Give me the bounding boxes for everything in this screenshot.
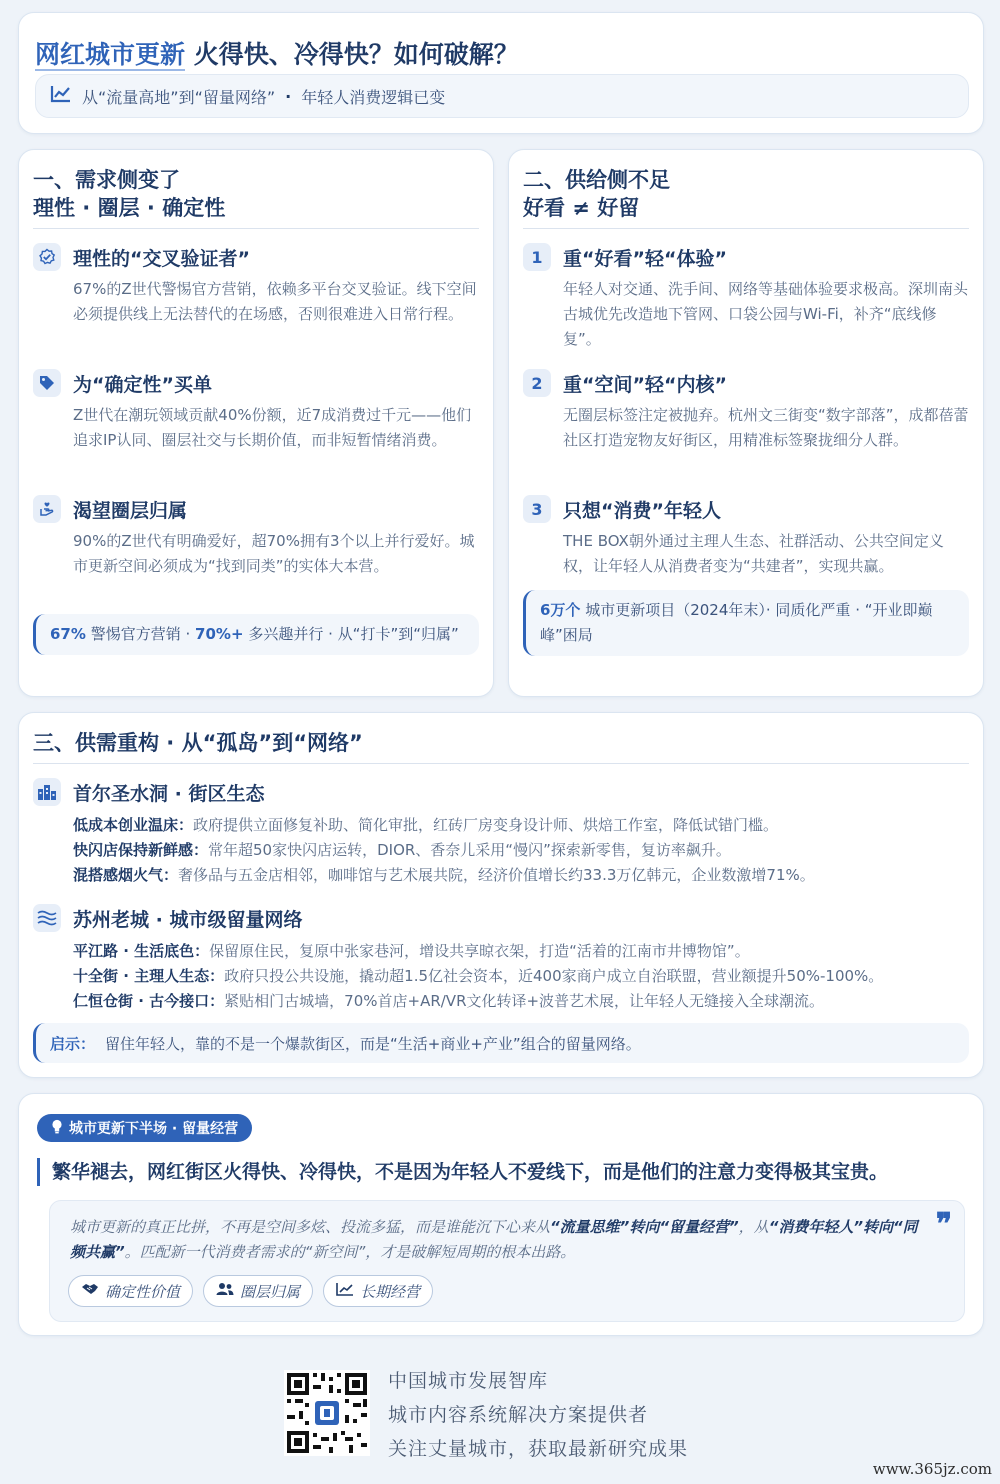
tag-long-term[interactable] — [323, 1275, 433, 1307]
hand-heart-icon — [33, 495, 61, 523]
case-title: 首尔圣水洞 · 街区生态 — [73, 782, 265, 805]
section-title-line1: 二、供给侧不足 — [523, 168, 670, 192]
footer-line: 城市内容系统解决方案提供者 — [388, 1404, 649, 1426]
insight-box — [33, 1023, 969, 1063]
tag-icon — [33, 369, 61, 397]
page-title-accent: 网红城市更新 — [35, 40, 186, 69]
demand-item — [33, 368, 479, 453]
subtitle-part2: 年轻人消费逻辑已变 — [301, 87, 446, 107]
stat-value: 70%+ — [195, 625, 244, 643]
insight-label: 启示： — [50, 1034, 96, 1053]
section-title-line1: 一、需求侧变了 — [33, 168, 180, 192]
case-line-text: 奢侈品与五金店相邻，咖啡馆与艺术展共院，经济价值增长约33.3万亿韩元，企业数激增71%。 — [178, 866, 815, 884]
handshake-icon — [81, 1282, 99, 1300]
case-line-label: 低成本创业温床： — [73, 816, 194, 834]
case-line — [73, 939, 969, 964]
supply-item — [523, 368, 969, 453]
case-line-label: 十全街 · 主理人生态： — [73, 967, 225, 985]
section-title — [33, 166, 225, 222]
tag-circle-belonging[interactable] — [203, 1275, 313, 1307]
item-body: Z世代在潮玩领域贡献40%份额，近7成消费过千元——他们追求IP认同、圈层社交与长期价值，而非短暂情绪消费。 — [73, 406, 472, 449]
stat-text: 城市更新项目（2024年末）· 同质化严重 · “开业即巅峰”困局 — [540, 601, 933, 644]
item-body: 年轻人对交通、洗手间、网络等基础体验要求极高。深圳南头古城优先改造地下管网、口袋公园与Wi-Fi，补齐“底线修复”。 — [563, 280, 969, 348]
case-line-label: 快闪店保持新鲜感： — [73, 841, 209, 859]
subtitle-dot: · — [285, 86, 292, 106]
stat-value: 6万个 — [540, 601, 581, 619]
header-card — [18, 12, 984, 134]
stat-separator: · — [185, 625, 191, 643]
section-title — [523, 166, 670, 222]
footer-line: 中国城市发展智库 — [388, 1370, 549, 1392]
case-line-text: 紧贴相门古城墙，70%首店+AR/VR文化转译+波普艺术展，让年轻人无缝接入全球潮流。 — [224, 992, 825, 1010]
tag-label: 圈层归属 — [240, 1282, 301, 1301]
stats-summary — [523, 590, 969, 656]
page-title-rest: 火得快、冷得快？如何破解？ — [185, 40, 519, 69]
lightbulb-icon — [51, 1119, 63, 1138]
case-line — [73, 863, 969, 888]
subtitle-bar — [35, 74, 969, 118]
case-line — [73, 989, 969, 1014]
section-title-line2: 理性 · 圈层 · 确定性 — [33, 196, 226, 220]
watermark: www.365jz.com — [872, 1460, 992, 1478]
item-body: THE BOX朝外通过主理人生态、社群活动、公共空间定义权，让年轻人从消费者变为“共建者”，实现共赢。 — [563, 532, 944, 575]
qr-code — [284, 1370, 370, 1456]
supply-side-card — [508, 149, 984, 697]
case-line-text: 保留原住民，复原中张家巷河，增设共享晾衣架，打造“活着的江南市井博物馆”。 — [209, 942, 750, 960]
stat-text: 多兴趣并行 — [248, 625, 324, 643]
section-title: 三、供需重构 · 从“孤岛”到“网络” — [33, 731, 363, 755]
supply-item — [523, 494, 969, 579]
item-body: 67%的Z世代警惕官方营销，依赖多平台交叉验证。线下空间必须提供线上无法替代的在场感，否则很难进入日常行程。 — [73, 280, 477, 323]
pill-label: 城市更新下半场 · 留量经营 — [69, 1121, 239, 1137]
trend-chart-icon — [50, 84, 72, 108]
case-line — [73, 838, 969, 863]
quote-mark-icon: ❞ — [935, 1207, 952, 1242]
case-line-text: 常年超50家快闪店运转，DIOR、香奈儿采用“慢闪”探索新零售，复访率飙升。 — [208, 841, 731, 859]
trend-chart-icon — [336, 1282, 354, 1300]
check-badge-icon — [33, 243, 61, 271]
item-number: 1 — [523, 243, 551, 271]
item-body: 90%的Z世代有明确爱好，超70%拥有3个以上并行爱好。城市更新空间必须成为“找到同类”的实体大本营。 — [73, 532, 475, 575]
item-title: 渴望圈层归属 — [73, 499, 188, 522]
footer-line: 关注丈量城市，获取最新研究成果 — [388, 1438, 689, 1460]
item-title: 只想“消费”年轻人 — [563, 499, 721, 522]
water-waves-icon — [33, 904, 61, 932]
demand-item — [33, 242, 479, 327]
demand-side-card — [18, 149, 494, 697]
users-icon — [216, 1282, 234, 1300]
stat-text: 警惕官方营销 — [90, 625, 181, 643]
case-line-text: 政府只投公共设施，撬动超1.5亿社会资本，近400家商户成立自治联盟，营业额提升50%-100%。 — [224, 967, 884, 985]
conclusion-card — [18, 1093, 984, 1336]
stat-value: 67% — [50, 625, 86, 643]
conclusion-paragraph — [70, 1215, 924, 1265]
item-title: 为“确定性”买单 — [73, 373, 212, 396]
section-title-line2: 好看 ≠ 好留 — [523, 196, 640, 220]
case-line-label: 仁恒仓街 · 古今接口： — [73, 992, 225, 1010]
item-number: 2 — [523, 369, 551, 397]
city-buildings-icon — [33, 778, 61, 806]
case-line-label: 混搭感烟火气： — [73, 866, 179, 884]
stat-text: 从“打卡”到“归属” — [337, 625, 459, 643]
supply-item — [523, 242, 969, 352]
case-line — [73, 813, 969, 838]
item-body: 无圈层标签注定被抛弃。杭州文三街变“数字部落”，成都蓓蕾社区打造宠物友好街区，用精准标签聚拢细分人群。 — [563, 406, 969, 449]
item-number: 3 — [523, 495, 551, 523]
stats-summary — [33, 614, 479, 655]
section-divider — [33, 228, 479, 229]
section-divider — [523, 228, 969, 229]
tag-certainty[interactable] — [68, 1275, 193, 1307]
para-emphasis: “消费年轻人”转向“同频共赢” — [70, 1218, 918, 1261]
para-text: 城市更新的真正比拼，不再是空间多炫、投流多猛，而是谁能沉下心来从 — [70, 1218, 551, 1236]
tag-list — [68, 1275, 433, 1307]
case-study — [33, 777, 969, 888]
insight-text: 留住年轻人，靠的不是一个爆款街区，而是“生活+商业+产业”组合的留量网络。 — [105, 1034, 641, 1053]
stat-separator: · — [328, 625, 333, 643]
tag-label: 长期经营 — [360, 1282, 421, 1301]
subtitle-part1: 从“流量高地”到“留量网络” — [82, 87, 276, 107]
case-study — [33, 903, 969, 1014]
case-line — [73, 964, 969, 989]
para-text: ，从 — [738, 1218, 769, 1236]
para-text: 。匹配新一代消费者需求的“新空间”，才是破解短周期的根本出路。 — [124, 1243, 576, 1261]
tag-label: 确定性价值 — [105, 1282, 181, 1301]
restructure-card — [18, 712, 984, 1078]
page-title — [35, 35, 519, 71]
case-line-text: 政府提供立面修复补助、简化审批，红砖厂房变身设计师、烘焙工作室，降低试错门槛。 — [193, 816, 779, 834]
item-title: 重“好看”轻“体验” — [563, 247, 727, 270]
section-divider — [33, 763, 969, 764]
item-title: 重“空间”轻“内核” — [563, 373, 727, 396]
case-title: 苏州老城 · 城市级留量网络 — [73, 908, 303, 931]
demand-item — [33, 494, 479, 579]
para-emphasis: “流量思维”转向“留量经营” — [550, 1218, 739, 1236]
case-line-label: 平江路 · 生活底色： — [73, 942, 210, 960]
item-title: 理性的“交叉验证者” — [73, 247, 250, 270]
conclusion-quote-box — [49, 1200, 965, 1322]
conclusion-headline: 繁华褪去，网红街区火得快、冷得快，不是因为年轻人不爱线下，而是他们的注意力变得极其宝贵。 — [37, 1158, 888, 1186]
conclusion-pill — [37, 1114, 252, 1142]
